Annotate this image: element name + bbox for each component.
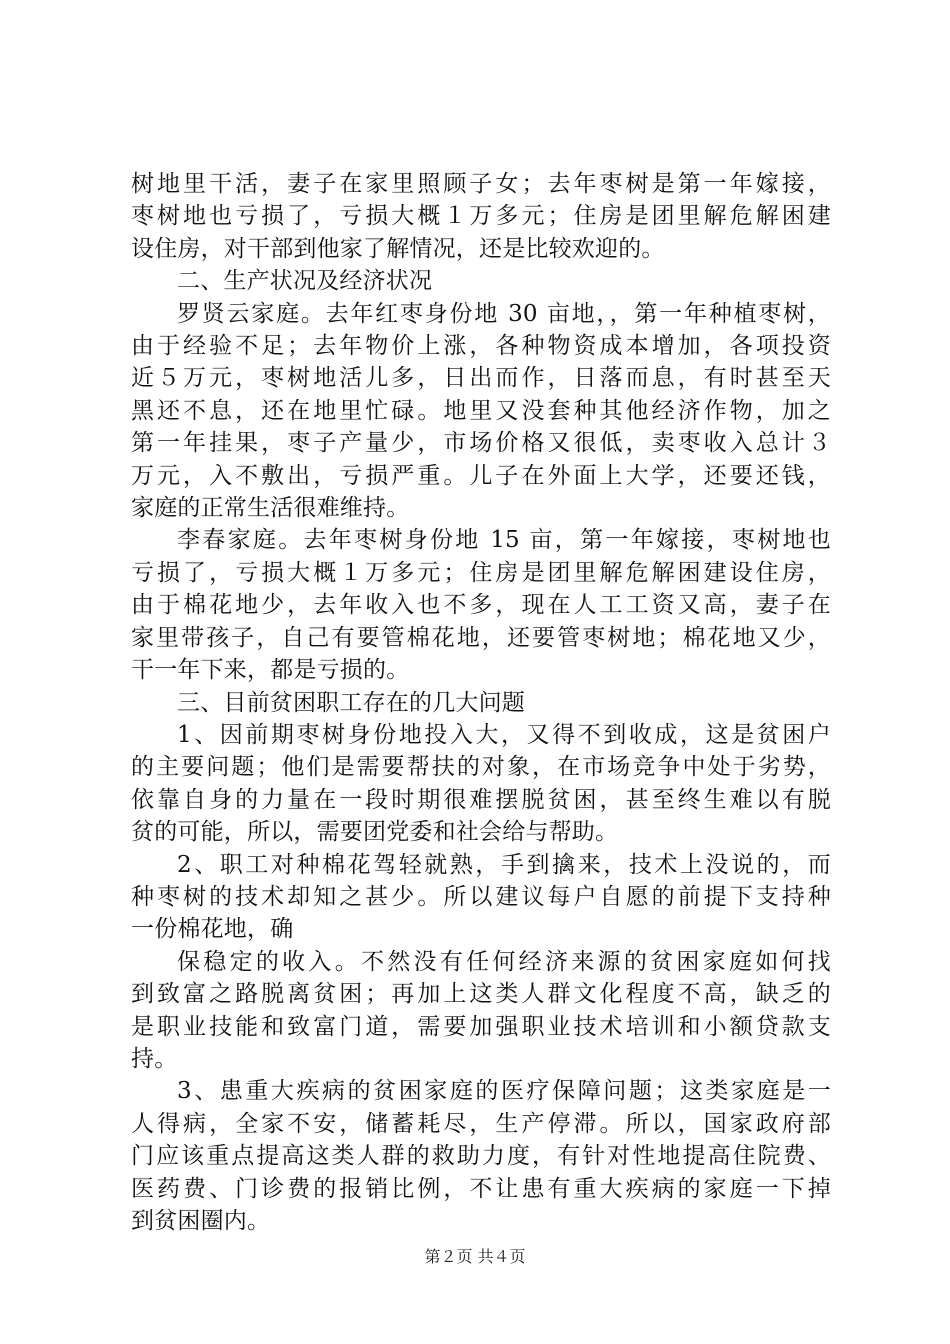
paragraph-problem-3 — [131, 1075, 831, 1237]
text-line: 亏损了，亏损大概１万多元；住房是团里解危解困建设住房， — [131, 559, 831, 586]
page-footer — [0, 1244, 950, 1267]
section-heading-problems — [131, 687, 831, 719]
text-line: 2、职工对种棉花驾轻就熟，手到擒来，技术上没说的，而 — [177, 851, 831, 878]
paragraph-continuation — [131, 168, 831, 265]
text-line: 枣树地也亏损了，亏损大概１万多元；住房是团里解危解困建 — [131, 203, 831, 230]
paragraph-problem-1 — [131, 719, 831, 849]
text-line: 家庭的正常生活很难维持。 — [131, 495, 410, 522]
text-line: 万元，入不敷出，亏损严重。儿子在外面上大学，还要还钱， — [131, 462, 831, 489]
paragraph-luo-family — [131, 298, 831, 525]
heading-text: 三、目前贫困职工存在的几大问题 — [177, 689, 525, 716]
text-line: 人得病，全家不安，储蓄耗尽，生产停滞。所以，国家政府部 — [131, 1110, 831, 1137]
text-line: 持。 — [131, 1045, 178, 1072]
page-number: 第２页 共４页 — [424, 1247, 526, 1266]
text-line: 种枣树的技术却知之甚少。所以建议每户自愿的前提下支持种 — [131, 883, 831, 910]
section-heading-production — [131, 265, 831, 297]
text-line: 一份棉花地，确 — [131, 916, 294, 943]
text-line: 李春家庭。去年枣树身份地 15 亩，第一年嫁接，枣树地也 — [177, 527, 831, 554]
paragraph-problem-2-continued — [131, 946, 831, 1076]
text-line: 树地里干活，妻子在家里照顾子女；去年枣树是第一年嫁接， — [131, 171, 831, 197]
text-line: 家里带孩子，自己有要管棉花地，还要管枣树地；棉花地又少， — [131, 624, 831, 651]
text-line: 依靠自身的力量在一段时期很难摆脱贫困，甚至终生难以有脱 — [131, 786, 831, 813]
text-line: 3、患重大疾病的贫困家庭的医疗保障问题；这类家庭是一 — [177, 1078, 831, 1105]
text-line: 是职业技能和致富门道，需要加强职业技术培训和小额贷款支 — [131, 1013, 831, 1040]
text-line: 医药费、门诊费的报销比例，不让患有重大疾病的家庭一下掉 — [131, 1175, 831, 1202]
text-line: 罗贤云家庭。去年红枣身份地 30 亩地，，第一年种植枣树， — [177, 300, 831, 327]
paragraph-problem-2 — [131, 849, 831, 946]
text-line: 由于棉花地少，去年收入也不多，现在人工工资又高，妻子在 — [131, 592, 831, 619]
text-line: 门应该重点提高这类人群的救助力度，有针对性地提高住院费、 — [131, 1143, 831, 1170]
text-line: 第一年挂果，枣子产量少，市场价格又很低，卖枣收入总计３ — [131, 430, 831, 457]
text-line: 贫的可能，所以，需要团党委和社会给与帮助。 — [131, 819, 619, 846]
text-line: 的主要问题；他们是需要帮扶的对象，在市场竞争中处于劣势， — [131, 754, 831, 781]
heading-text: 二、生产状况及经济状况 — [177, 268, 433, 295]
text-line: 干一年下来，都是亏损的。 — [131, 657, 410, 684]
paragraph-li-family — [131, 524, 831, 686]
text-line: 到贫困圈内。 — [131, 1208, 271, 1234]
text-line: 到致富之路脱离贫困；再加上这类人群文化程度不高，缺乏的 — [131, 981, 831, 1008]
text-line: 由于经验不足；去年物价上涨，各种物资成本增加，各项投资 — [131, 333, 831, 360]
text-line: 保稳定的收入。不然没有任何经济来源的贫困家庭如何找 — [177, 948, 831, 975]
document-body — [131, 168, 831, 1237]
text-line: 黑还不息，还在地里忙碌。地里又没套种其他经济作物，加之 — [131, 397, 831, 424]
text-line: 设住房，对干部到他家了解情况，还是比较欢迎的。 — [131, 235, 665, 262]
text-line: 1、因前期枣树身份地投入大，又得不到收成，这是贫困户 — [177, 721, 831, 748]
text-line: 近５万元，枣树地活儿多，日出而作，日落而息，有时甚至天 — [131, 365, 831, 392]
